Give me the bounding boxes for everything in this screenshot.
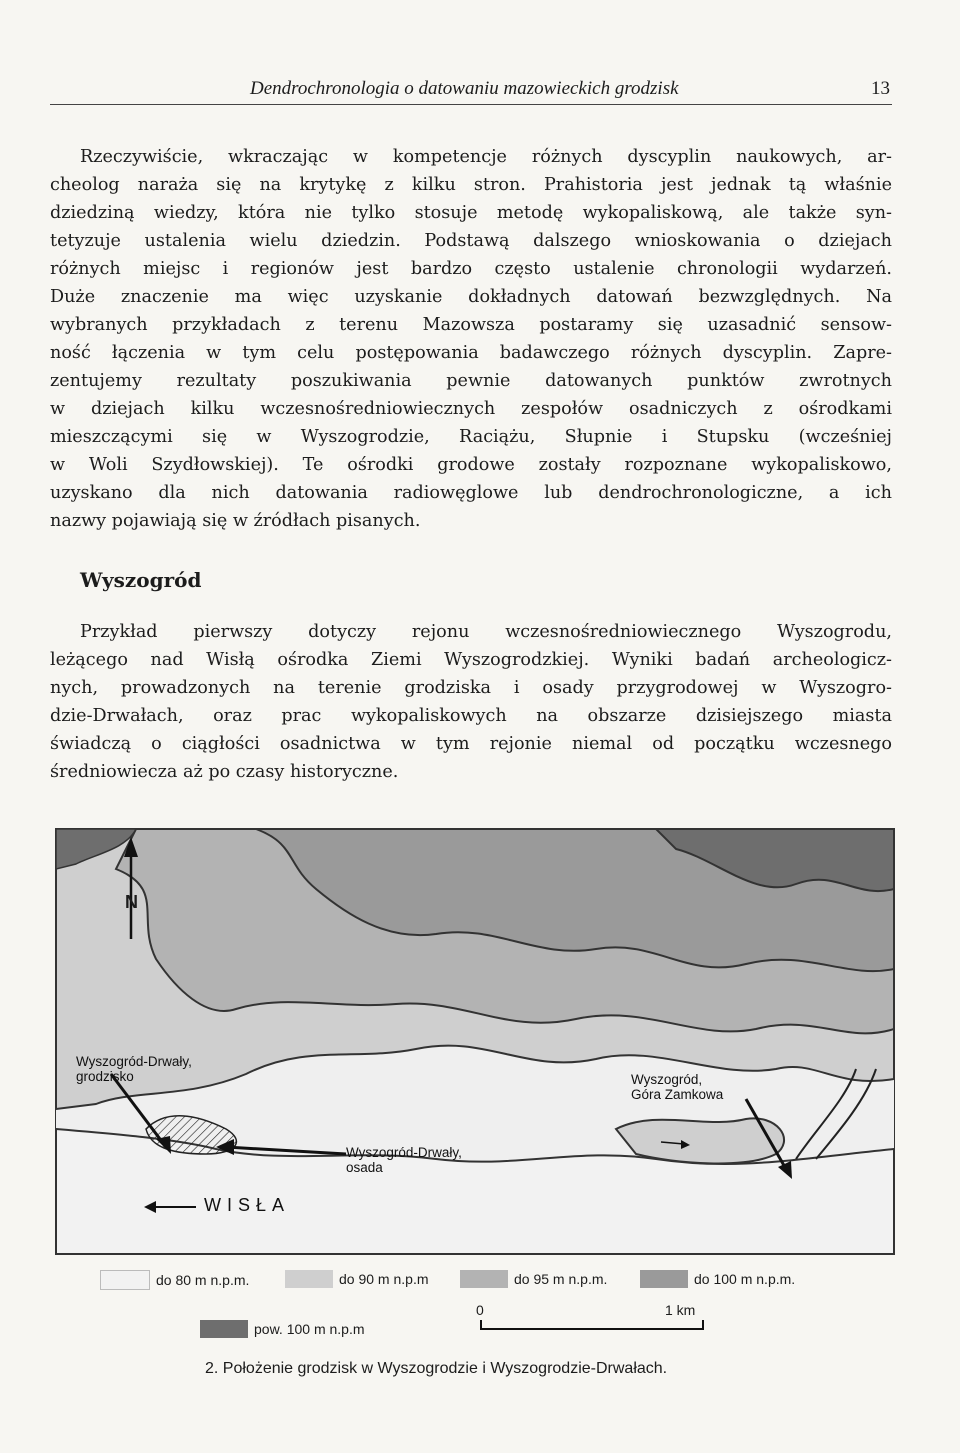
- section-heading: Wyszogród: [80, 568, 202, 592]
- text-line: wybranych przykładach z terenu Mazowsza postaramy się uzasadnić sensow-: [50, 315, 892, 335]
- label-drwaly-grodzisko: Wyszogród-Drwały, grodzisko: [76, 1054, 192, 1084]
- text-line: różnych miejsc i regionów jest bardzo często ustalenie chronologii wydarzeń.: [50, 259, 892, 279]
- legend-item-80: do 80 m n.p.m.: [100, 1270, 249, 1290]
- text-line: w Woli Szydłowskiej). Te ośrodki grodowe zostały rozpoznane wykopaliskowo,: [50, 455, 892, 475]
- north-label: N: [125, 892, 138, 912]
- paragraph-1: [50, 143, 892, 535]
- text-line: cheolog naraża się na krytykę z kilku stron. Prahistoria jest jednak tą właśnie: [50, 175, 892, 195]
- running-title: Dendrochronologia o datowaniu mazowieckich grodzisk: [250, 78, 679, 99]
- page-number: 13: [871, 78, 890, 99]
- text-line: leżącego nad Wisłą ośrodka Ziemi Wyszogrodzkiej. Wyniki badań archeologicz-: [50, 650, 892, 670]
- label-gora-zamkowa: Wyszogród, Góra Zamkowa: [631, 1072, 724, 1102]
- topographic-map: [55, 828, 895, 1255]
- legend-item-90: do 90 m n.p.m: [285, 1270, 429, 1288]
- swatch-100: [640, 1270, 688, 1288]
- legend-item-100: do 100 m n.p.m.: [640, 1270, 795, 1288]
- text-line: świadczą o ciągłości osadnictwa w tym rejonie niemal od początku wczesnego: [50, 734, 892, 754]
- text-line: w dziejach kilku wczesnośredniowiecznych zespołów osadniczych z ośrodkami: [50, 399, 892, 419]
- swatch-above-100: [200, 1320, 248, 1338]
- swatch-80: [100, 1270, 150, 1290]
- text-line: Rzeczywiście, wkraczając w kompetencje różnych dyscyplin naukowych, ar-: [80, 147, 892, 167]
- gully: [796, 1069, 876, 1159]
- text-line: uzyskano dla nich datowania radiowęglowe lub dendrochronologiczne, a ich: [50, 483, 892, 503]
- text-line: zentujemy rezultaty poszukiwania pewnie datowanych punktów zwrotnych: [50, 371, 892, 391]
- text-line: nych, prowadzonych na terenie grodziska i osady przygrodowej w Wyszogro-: [50, 678, 892, 698]
- running-head: [50, 76, 892, 105]
- river-label: WISŁA: [204, 1195, 291, 1215]
- swatch-95: [460, 1270, 508, 1288]
- text-line: Przykład pierwszy dotyczy rejonu wczesnośredniowiecznego Wyszogrodu,: [80, 622, 892, 642]
- text-line: tetyzuje ustalenia wielu dziedzin. Podstawą dalszego wnioskowania o dziejach: [50, 231, 892, 251]
- scale-bar-line: [480, 1320, 704, 1330]
- scale-bar: 0 1 km: [480, 1305, 710, 1345]
- text-line: dzie-Drwałach, oraz prac wykopaliskowych na obszarze dzisiejszego miasta: [50, 706, 892, 726]
- figure-caption: 2. Położenie grodzisk w Wyszogrodzie i Wyszogrodzie-Drwałach.: [205, 1360, 668, 1377]
- legend-item-95: do 95 m n.p.m.: [460, 1270, 607, 1288]
- text-line: dziedziną wiedzy, która nie tylko stosuje metodę wykopaliskową, ale także syn-: [50, 203, 892, 223]
- text-line: średniowiecza aż po czasy historyczne.: [50, 762, 399, 782]
- swatch-90: [285, 1270, 333, 1288]
- text-line: mieszczącymi się w Wyszogrodzie, Raciążu, Słupnie i Stupsku (wcześniej: [50, 427, 892, 447]
- map-legend: [100, 1270, 900, 1350]
- map-drawing: [56, 829, 894, 1254]
- text-line: nazwy pojawiają się w źródłach pisanych.: [50, 511, 421, 531]
- legend-item-above-100: pow. 100 m n.p.m: [200, 1320, 365, 1338]
- text-line: Duże znaczenie ma więc uzyskanie dokładnych datowań bezwzględnych. Na: [50, 287, 892, 307]
- label-drwaly-osada: Wyszogród-Drwały, osada: [346, 1145, 462, 1175]
- text-line: ność łączenia w tym celu postępowania badawczego różnych dyscyplin. Zapre-: [50, 343, 892, 363]
- paragraph-2: [50, 618, 892, 786]
